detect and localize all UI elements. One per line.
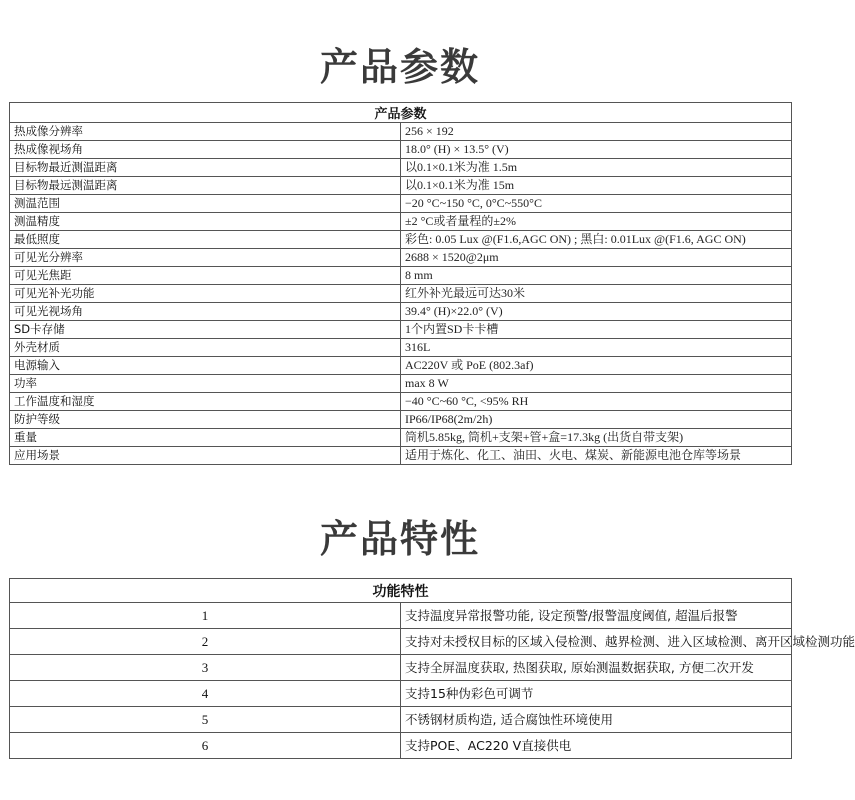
spec-row xyxy=(10,357,792,375)
feature-number: 2 xyxy=(10,629,401,655)
spec-label: 应用场景 xyxy=(10,447,401,465)
spec-label: 功率 xyxy=(10,375,401,393)
spec-label: 可见光分辨率 xyxy=(10,249,401,267)
feature-text: 支持POE、AC220 V直接供电 xyxy=(401,733,792,759)
spec-value: 以0.1×0.1米为准 1.5m xyxy=(401,159,792,177)
feature-text: 支持全屏温度获取, 热图获取, 原始测温数据获取, 方便二次开发 xyxy=(401,655,792,681)
spec-value: 316L xyxy=(401,339,792,357)
feature-table xyxy=(9,578,855,759)
spec-value: −20 °C~150 °C, 0°C~550°C xyxy=(401,195,792,213)
spec-row xyxy=(10,213,792,231)
spec-row xyxy=(10,195,792,213)
spec-label: 目标物最远测温距离 xyxy=(10,177,401,195)
spec-row xyxy=(10,249,792,267)
spec-row xyxy=(10,339,792,357)
spec-value: 8 mm xyxy=(401,267,792,285)
spec-label: 热成像分辨率 xyxy=(10,123,401,141)
spec-row xyxy=(10,447,792,465)
feature-row xyxy=(10,733,792,759)
spec-value: 适用于炼化、化工、油田、火电、煤炭、新能源电池仓库等场景 xyxy=(401,447,792,465)
spec-label: 测温精度 xyxy=(10,213,401,231)
spec-table-header: 产品参数 xyxy=(10,103,792,123)
feature-number: 5 xyxy=(10,707,401,733)
spec-label: 防护等级 xyxy=(10,411,401,429)
feature-number: 4 xyxy=(10,681,401,707)
spec-value: AC220V 或 PoE (802.3af) xyxy=(401,357,792,375)
spec-row xyxy=(10,141,792,159)
spec-label: 外壳材质 xyxy=(10,339,401,357)
spec-value: ±2 °C或者量程的±2% xyxy=(401,213,792,231)
spec-value: 256 × 192 xyxy=(401,123,792,141)
spec-value: 筒机5.85kg, 筒机+支架+管+盒=17.3kg (出货自带支架) xyxy=(401,429,792,447)
spec-row xyxy=(10,375,792,393)
spec-row xyxy=(10,429,792,447)
spec-label: 目标物最近测温距离 xyxy=(10,159,401,177)
spec-value: 18.0° (H) × 13.5° (V) xyxy=(401,141,792,159)
feature-row xyxy=(10,707,792,733)
spec-row xyxy=(10,159,792,177)
spec-label: 可见光视场角 xyxy=(10,303,401,321)
feature-row xyxy=(10,629,792,655)
feature-text: 支持温度异常报警功能, 设定预警/报警温度阈值, 超温后报警 xyxy=(401,603,792,629)
spec-value: 以0.1×0.1米为准 15m xyxy=(401,177,792,195)
spec-row xyxy=(10,267,792,285)
spec-table xyxy=(9,102,792,465)
feature-row xyxy=(10,603,792,629)
spec-label: 工作温度和湿度 xyxy=(10,393,401,411)
spec-label: 电源输入 xyxy=(10,357,401,375)
spec-row xyxy=(10,411,792,429)
spec-label: 可见光焦距 xyxy=(10,267,401,285)
feature-number: 6 xyxy=(10,733,401,759)
spec-row xyxy=(10,303,792,321)
spec-value: max 8 W xyxy=(401,375,792,393)
feature-row xyxy=(10,655,792,681)
feature-text: 支持对未授权目标的区域入侵检测、越界检测、进入区域检测、离开区域检测功能 xyxy=(401,629,792,655)
spec-value: 39.4° (H)×22.0° (V) xyxy=(401,303,792,321)
spec-row xyxy=(10,285,792,303)
spec-label: 最低照度 xyxy=(10,231,401,249)
feature-number: 1 xyxy=(10,603,401,629)
feature-number: 3 xyxy=(10,655,401,681)
spec-row xyxy=(10,321,792,339)
spec-value: −40 °C~60 °C, <95% RH xyxy=(401,393,792,411)
section-title-features: 产品特性 xyxy=(319,517,480,561)
spec-value: 彩色: 0.05 Lux @(F1.6,AGC ON) ; 黑白: 0.01Lux @(F1.6, AGC ON) xyxy=(401,231,792,249)
spec-row xyxy=(10,393,792,411)
feature-table-header: 功能特性 xyxy=(10,579,792,603)
spec-value: 2688 × 1520@2μm xyxy=(401,249,792,267)
feature-row xyxy=(10,681,792,707)
spec-row xyxy=(10,123,792,141)
section-title-parameters: 产品参数 xyxy=(319,45,480,89)
spec-label: SD卡存储 xyxy=(10,321,401,339)
spec-label: 热成像视场角 xyxy=(10,141,401,159)
spec-label: 可见光补光功能 xyxy=(10,285,401,303)
feature-text: 不锈钢材质构造, 适合腐蚀性环境使用 xyxy=(401,707,792,733)
feature-text: 支持15种伪彩色可调节 xyxy=(401,681,792,707)
spec-row xyxy=(10,177,792,195)
spec-label: 重量 xyxy=(10,429,401,447)
spec-value: 1个内置SD卡卡槽 xyxy=(401,321,792,339)
spec-row xyxy=(10,231,792,249)
spec-label: 测温范围 xyxy=(10,195,401,213)
spec-value: 红外补光最远可达30米 xyxy=(401,285,792,303)
spec-value: IP66/IP68(2m/2h) xyxy=(401,411,792,429)
